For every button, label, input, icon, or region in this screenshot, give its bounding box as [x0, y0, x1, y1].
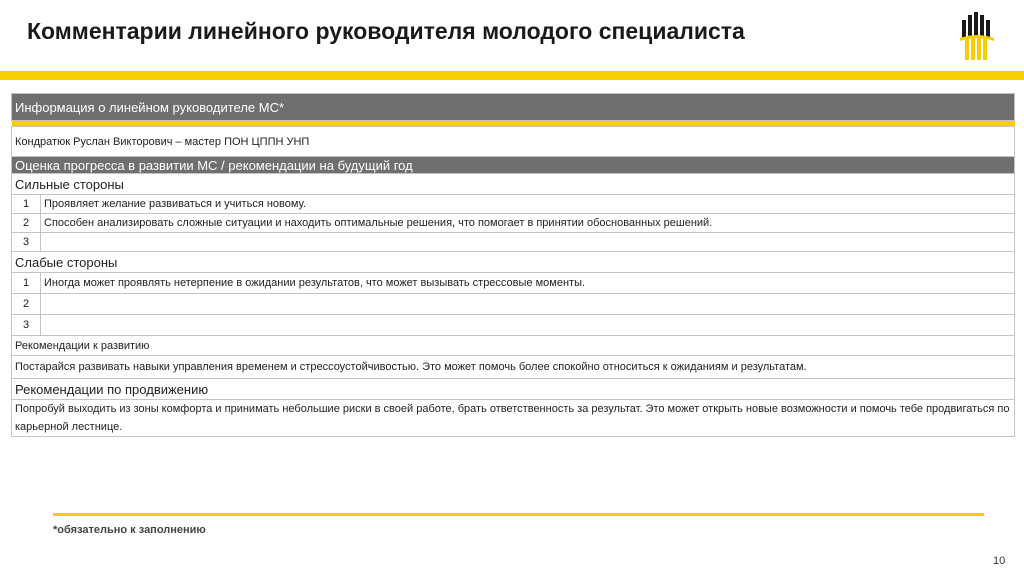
table-row	[12, 214, 1015, 233]
rosneft-logo-icon	[956, 10, 998, 62]
table-row	[12, 315, 1015, 336]
page-number: 10	[993, 555, 1006, 567]
table-row	[12, 233, 1015, 252]
row-number: 1	[12, 273, 41, 294]
manager-info-value[interactable]: Кондратюк Руслан Викторович – мастер ПОН ЦППН УНП	[12, 127, 1015, 157]
footer-accent-line	[53, 513, 984, 516]
strength-text[interactable]	[41, 233, 1015, 252]
weakness-text[interactable]: Иногда может проявлять нетерпение в ожидании результатов, что может вызывать стрессовые моменты.	[41, 273, 1015, 294]
row-number: 2	[12, 214, 41, 233]
strength-text[interactable]: Проявляет желание развиваться и учиться новому.	[41, 195, 1015, 214]
table-row	[12, 294, 1015, 315]
development-title: Рекомендации к развитию	[12, 336, 1015, 356]
row-number: 3	[12, 233, 41, 252]
row-number: 2	[12, 294, 41, 315]
promotion-text[interactable]: Попробуй выходить из зоны комфорта и принимать небольшие риски в своей работе, брать ответственность за результат. Это может открыть новые возможности и помочь тебе продвигаться по карьерной лестнице.	[12, 400, 1015, 437]
header-accent-bar	[0, 71, 1024, 80]
strength-text[interactable]: Способен анализировать сложные ситуации и находить оптимальные решения, что помогает в принятии обоснованных решений.	[41, 214, 1015, 233]
table-row	[12, 195, 1015, 214]
mentor-comments-form	[11, 93, 1015, 437]
development-text[interactable]: Постарайся развивать навыки управления временем и стрессоустойчивостью. Это может помочь более спокойно относиться к ожиданиям и результатам.	[12, 356, 1015, 379]
required-footnote: *обязательно к заполнению	[53, 524, 206, 536]
table-row	[12, 273, 1015, 294]
weakness-text[interactable]	[41, 294, 1015, 315]
promotion-title: Рекомендации по продвижению	[12, 379, 1015, 400]
row-number: 1	[12, 195, 41, 214]
weakness-text[interactable]	[41, 315, 1015, 336]
progress-header: Оценка прогресса в развитии МС / рекомендации на будущий год	[12, 157, 1015, 174]
slide-title: Комментарии линейного руководителя молодого специалиста	[27, 18, 745, 44]
weaknesses-title: Слабые стороны	[12, 252, 1015, 273]
row-number: 3	[12, 315, 41, 336]
strengths-title: Сильные стороны	[12, 174, 1015, 195]
manager-info-header: Информация о линейном руководителе МС*	[12, 94, 1015, 121]
